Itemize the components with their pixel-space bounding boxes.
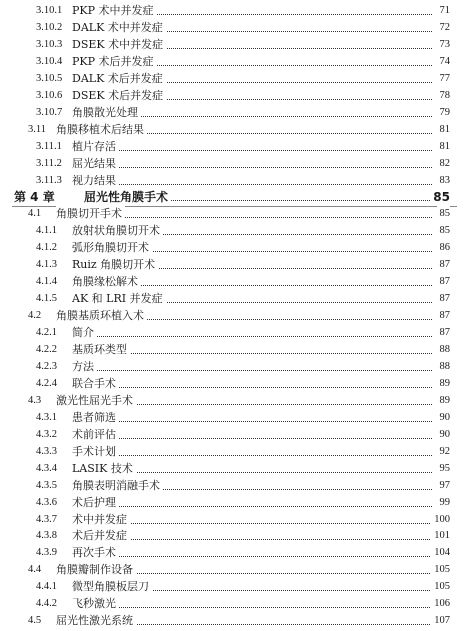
toc-subsection-row[interactable] xyxy=(0,409,472,427)
toc-subsection-row[interactable] xyxy=(0,87,472,105)
toc-subsection-row[interactable] xyxy=(0,138,472,156)
toc-entry-number: 4.4 xyxy=(28,564,42,576)
toc-entry-page: 87 xyxy=(437,290,451,308)
toc-entry-page: 85 xyxy=(430,188,450,206)
toc-leader-dots xyxy=(72,184,432,185)
toc-entry-page: 78 xyxy=(437,87,451,105)
toc-entry-title: 基质环类型 xyxy=(72,341,130,359)
toc-subsection-row[interactable] xyxy=(0,544,472,562)
toc-entry-number: 4.1.1 xyxy=(36,225,57,237)
toc-subsection-row[interactable] xyxy=(0,19,472,37)
toc-entry-page: 87 xyxy=(437,307,451,325)
toc-subsection-row[interactable] xyxy=(0,155,472,173)
toc-entry-number: 3.10.7 xyxy=(36,106,63,118)
toc-entry-number: 4.3.6 xyxy=(36,496,57,508)
toc-entry-number: 4.3.1 xyxy=(36,411,57,423)
toc-entry-number: 4.1.4 xyxy=(36,276,57,288)
toc-subsection-row[interactable] xyxy=(0,358,472,376)
toc-entry-page: 89 xyxy=(437,392,451,410)
toc-entry-page: 105 xyxy=(431,578,450,596)
toc-entry-number: 4.3.8 xyxy=(36,530,57,542)
toc-subsection-row[interactable] xyxy=(0,2,472,20)
toc-entry-page: 71 xyxy=(437,2,451,20)
toc-entry-title: 角膜散光处理 xyxy=(72,104,141,122)
toc-entry-number: 4.3.7 xyxy=(36,513,57,525)
toc-entry-page: 85 xyxy=(437,205,451,223)
toc-entry-number: 4.4.1 xyxy=(36,581,57,593)
toc-entry-number: 4.2 xyxy=(28,310,42,322)
toc-entry-title: 简介 xyxy=(72,324,97,342)
toc-subsection-row[interactable] xyxy=(0,443,472,461)
toc-entry-page: 88 xyxy=(437,341,451,359)
toc-entry-number: 4.1 xyxy=(28,208,42,220)
toc-entry-title: 屈光性角膜手术 xyxy=(84,188,171,206)
toc-entry-title: 角膜瓣制作设备 xyxy=(56,561,136,579)
toc-entry-title: 术中并发症 xyxy=(72,511,130,529)
toc-subsection-row[interactable] xyxy=(0,578,472,596)
toc-entry-title: 屈光性激光系统 xyxy=(56,612,136,630)
toc-section-row[interactable] xyxy=(0,561,472,579)
toc-entry-page: 87 xyxy=(437,273,451,291)
toc-chapter-row[interactable] xyxy=(0,188,472,206)
toc-entry-number: 3.11.1 xyxy=(36,140,62,152)
toc-entry-page: 87 xyxy=(437,324,451,342)
toc-subsection-row[interactable] xyxy=(0,511,472,529)
toc-entry-page: 89 xyxy=(437,375,451,393)
toc-entry-title: Ruiz 角膜切开术 xyxy=(72,256,158,274)
toc-leader-dots xyxy=(72,370,432,371)
toc-entry-page: 97 xyxy=(437,477,451,495)
toc-entry-page: 100 xyxy=(431,511,450,529)
toc-entry-title: 屈光结果 xyxy=(72,155,119,173)
toc-entry-title: 激光性屈光手术 xyxy=(56,392,136,410)
toc-subsection-row[interactable] xyxy=(0,290,472,308)
toc-entry-number: 4.3 xyxy=(28,394,42,406)
toc-entry-number: 4.1.3 xyxy=(36,259,57,271)
toc-subsection-row[interactable] xyxy=(0,239,472,257)
toc-leader-dots xyxy=(72,455,432,456)
toc-entry-title: 患者筛选 xyxy=(72,409,119,427)
toc-entry-title: 再次手术 xyxy=(72,544,119,562)
toc-entry-page: 88 xyxy=(437,358,451,376)
toc-entry-number: 4.4.2 xyxy=(36,598,57,610)
toc-entry-page: 87 xyxy=(437,256,451,274)
toc-subsection-row[interactable] xyxy=(0,477,472,495)
toc-entry-title: 方法 xyxy=(72,358,97,376)
toc-entry-page: 77 xyxy=(437,70,451,88)
toc-entry-page: 81 xyxy=(437,121,451,139)
toc-subsection-row[interactable] xyxy=(0,341,472,359)
toc-entry-title: 飞秒激光 xyxy=(72,595,119,613)
toc-entry-number: 4.3.4 xyxy=(36,462,57,474)
toc-entry-page: 107 xyxy=(431,612,450,630)
toc-section-row[interactable] xyxy=(0,307,472,325)
toc-entry-page: 104 xyxy=(431,544,450,562)
toc-entry-title: 角膜移植术后结果 xyxy=(56,121,147,139)
toc-leader-dots xyxy=(72,607,432,608)
toc-entry-title: LASIK 技术 xyxy=(72,460,136,478)
toc-entry-title: 手术计划 xyxy=(72,443,119,461)
toc-entry-title: DALK 术中并发症 xyxy=(72,19,166,37)
toc-subsection-row[interactable] xyxy=(0,172,472,190)
toc-entry-page: 105 xyxy=(431,561,450,579)
toc-entry-page: 82 xyxy=(437,155,451,173)
toc-entry-title: PKP 术后并发症 xyxy=(72,53,157,71)
toc-entry-title: 角膜缘松解术 xyxy=(72,273,141,291)
toc-section-row[interactable] xyxy=(0,121,472,139)
toc-leader-dots xyxy=(72,421,432,422)
toc-entry-number: 4.2.1 xyxy=(36,327,57,339)
toc-entry-page: 101 xyxy=(431,527,450,545)
toc-subsection-row[interactable] xyxy=(0,460,472,478)
toc-entry-title: 弧形角膜切开术 xyxy=(72,239,152,257)
toc-entry-title: 术后护理 xyxy=(72,494,119,512)
toc-entry-number: 3.10.3 xyxy=(36,38,63,50)
toc-leader-dots xyxy=(72,150,432,151)
toc-entry-number: 4.2.2 xyxy=(36,344,57,355)
toc-entry-page: 90 xyxy=(437,426,451,444)
toc-leader-dots xyxy=(72,387,432,388)
toc-subsection-row[interactable] xyxy=(0,426,472,444)
toc-entry-title: 放射状角膜切开术 xyxy=(72,222,163,240)
toc-entry-page: 74 xyxy=(437,53,451,71)
toc-entry-number: 3.11.2 xyxy=(36,157,62,169)
toc-section-row[interactable] xyxy=(0,392,472,410)
toc-entry-page: 79 xyxy=(437,104,451,122)
toc-entry-page: 86 xyxy=(437,239,451,257)
toc-subsection-row[interactable] xyxy=(0,595,472,613)
toc-leader-dots xyxy=(72,506,432,507)
toc-entry-page: 90 xyxy=(437,409,451,427)
toc-entry-number: 第 4 章 xyxy=(14,190,55,205)
toc-entry-page: 85 xyxy=(437,222,451,240)
toc-entry-number: 3.11.3 xyxy=(36,174,62,186)
toc-entry-number: 3.10.1 xyxy=(36,5,63,16)
toc-subsection-row[interactable] xyxy=(0,256,472,274)
toc-leader-dots xyxy=(72,556,432,557)
toc-entry-number: 4.2.4 xyxy=(36,377,57,389)
toc-entry-number: 4.3.5 xyxy=(36,479,57,491)
toc-entry-title: DALK 术后并发症 xyxy=(72,70,166,88)
toc-subsection-row[interactable] xyxy=(0,36,472,54)
toc-subsection-row[interactable] xyxy=(0,375,472,393)
toc-entry-title: 术前评估 xyxy=(72,426,119,444)
toc-entry-title: 角膜表明消融手术 xyxy=(72,477,163,495)
toc-entry-page: 95 xyxy=(437,460,451,478)
toc-entry-number: 3.10.4 xyxy=(36,55,63,67)
toc-leader-dots xyxy=(72,438,432,439)
toc-entry-number: 4.3.2 xyxy=(36,428,57,440)
toc-entry-title: 角膜基质环植入术 xyxy=(56,307,147,325)
toc-entry-page: 99 xyxy=(437,494,451,512)
toc-leader-dots xyxy=(72,167,432,168)
toc-subsection-row[interactable] xyxy=(0,527,472,545)
toc-entry-number: 3.11 xyxy=(28,123,46,135)
toc-entry-title: 联合手术 xyxy=(72,375,119,393)
toc-entry-title: DSEK 术后并发症 xyxy=(72,87,166,105)
toc-subsection-row[interactable] xyxy=(0,324,472,342)
toc-entry-page: 92 xyxy=(437,443,451,461)
toc-subsection-row[interactable] xyxy=(0,494,472,512)
toc-entry-number: 4.1.2 xyxy=(36,242,57,254)
toc-entry-number: 3.10.5 xyxy=(36,72,63,84)
toc-entry-title: 术后并发症 xyxy=(72,527,130,545)
toc-subsection-row[interactable] xyxy=(0,70,472,88)
toc-entry-number: 4.3.3 xyxy=(36,445,57,457)
toc-entry-title: DSEK 术中并发症 xyxy=(72,36,166,54)
toc-entry-title: 视力结果 xyxy=(72,172,119,190)
toc-subsection-row[interactable] xyxy=(0,53,472,71)
toc-entry-title: PKP 术中并发症 xyxy=(72,2,157,20)
toc-entry-page: 83 xyxy=(437,172,451,190)
toc-entry-title: 植片存活 xyxy=(72,138,119,156)
toc-entry-title: 微型角膜板层刀 xyxy=(72,578,152,596)
toc-entry-number: 4.1.5 xyxy=(36,293,57,305)
toc-entry-page: 106 xyxy=(431,595,450,613)
toc-entry-title: AK 和 LRI 并发症 xyxy=(72,290,166,308)
toc-entry-number: 4.2.3 xyxy=(36,360,57,372)
toc-leader-dots xyxy=(72,336,432,337)
toc-section-row[interactable] xyxy=(0,205,472,223)
toc-entry-number: 4.3.9 xyxy=(36,547,57,559)
toc-section-row[interactable] xyxy=(0,612,472,630)
toc-entry-number: 4.5 xyxy=(28,615,42,627)
toc-entry-title: 角膜切开手术 xyxy=(56,205,125,223)
toc-entry-page: 73 xyxy=(437,36,451,54)
toc-entry-page: 72 xyxy=(437,19,451,37)
toc-subsection-row[interactable] xyxy=(0,222,472,240)
toc-subsection-row[interactable] xyxy=(0,104,472,122)
toc-subsection-row[interactable] xyxy=(0,273,472,291)
toc-entry-number: 3.10.6 xyxy=(36,89,63,101)
toc-entry-page: 81 xyxy=(437,138,451,156)
toc-entry-number: 3.10.2 xyxy=(36,21,63,33)
